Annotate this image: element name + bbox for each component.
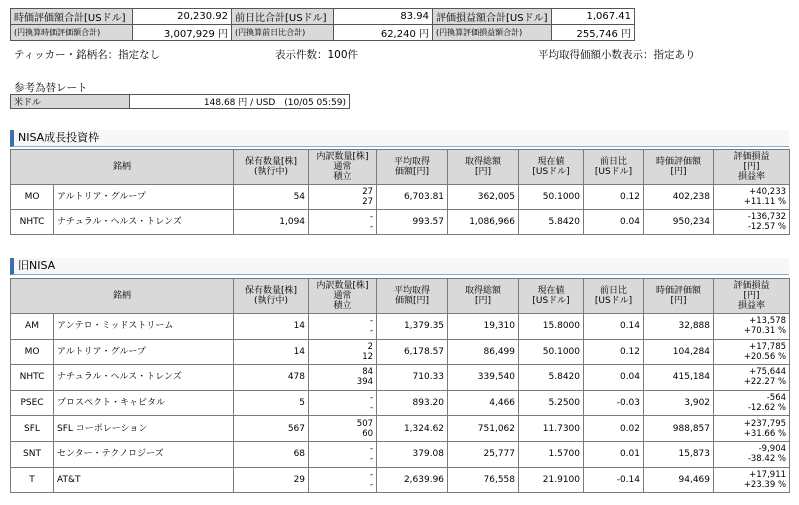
day-change-yen-label: (円換算前日比合計) — [232, 25, 334, 41]
fx-rate: 148.68 円 / USD (10/05 05:59) — [130, 95, 350, 109]
qty: 54 — [234, 185, 309, 210]
table-row — [11, 467, 790, 493]
ticker: MO — [11, 339, 54, 365]
change: 0.01 — [584, 441, 644, 467]
qty: 14 — [234, 314, 309, 340]
breakdown: 27 27 — [309, 185, 377, 210]
total-cost: 1,086,966 — [448, 210, 519, 235]
table-header — [11, 150, 790, 185]
pnl: -9,904 -38.42 % — [714, 441, 790, 467]
change: 0.12 — [584, 185, 644, 210]
qty: 14 — [234, 339, 309, 365]
breakdown: - - — [309, 441, 377, 467]
change: 0.04 — [584, 210, 644, 235]
market-value: 15,873 — [644, 441, 714, 467]
avg-cost: 710.33 — [377, 365, 448, 391]
fx-title: 参考為替レート — [14, 82, 88, 94]
section-nisa-growth: NISA成長投資枠 — [10, 130, 789, 147]
avg-cost: 1,324.62 — [377, 416, 448, 442]
stock-name: アルトリア・グループ — [54, 339, 234, 365]
table-row — [11, 185, 790, 210]
market-value: 32,888 — [644, 314, 714, 340]
price: 50.1000 — [519, 339, 584, 365]
avg-cost: 379.08 — [377, 441, 448, 467]
total-cost: 76,558 — [448, 467, 519, 493]
decimal-display: 平均取得価額小数表示：指定あり — [538, 49, 696, 61]
breakdown: 84 394 — [309, 365, 377, 391]
pnl: +40,233 +11.11 % — [714, 185, 790, 210]
col-price: 現在値 [USドル] — [519, 150, 584, 185]
qty: 29 — [234, 467, 309, 493]
price: 21.9100 — [519, 467, 584, 493]
col-cost: 取得総額 [円] — [448, 279, 519, 314]
col-qty: 保有数量[株] (執行中) — [234, 279, 309, 314]
change: 0.14 — [584, 314, 644, 340]
stock-name: SFL コーポレーション — [54, 416, 234, 442]
stock-name: アンテロ・ミッドストリーム — [54, 314, 234, 340]
table-row — [11, 314, 790, 340]
table-header — [11, 279, 790, 314]
summary-table — [10, 8, 635, 41]
col-avg: 平均取得 価額[円] — [377, 279, 448, 314]
breakdown: 507 60 — [309, 416, 377, 442]
table-row — [11, 390, 790, 416]
col-breakdown: 内訳数量[株] 通常 積立 — [309, 279, 377, 314]
change: -0.03 — [584, 390, 644, 416]
section-old-nisa: 旧NISA — [10, 258, 789, 275]
ticker: SNT — [11, 441, 54, 467]
day-change-label: 前日比合計[USドル] — [232, 9, 334, 25]
price: 5.2500 — [519, 390, 584, 416]
fx-table — [10, 94, 350, 109]
market-value: 415,184 — [644, 365, 714, 391]
col-pnl: 評価損益 [円] 損益率 — [714, 279, 790, 314]
ticker: MO — [11, 185, 54, 210]
nisa-growth-table — [10, 149, 790, 235]
qty: 5 — [234, 390, 309, 416]
col-change: 前日比 [USドル] — [584, 279, 644, 314]
stock-name: アルトリア・グループ — [54, 185, 234, 210]
summary-row-yen — [11, 25, 635, 41]
col-qty: 保有数量[株] (執行中) — [234, 150, 309, 185]
col-name: 銘柄 — [11, 150, 234, 185]
stock-name: AT&T — [54, 467, 234, 493]
avg-cost: 893.20 — [377, 390, 448, 416]
total-cost: 362,005 — [448, 185, 519, 210]
total-cost: 751,062 — [448, 416, 519, 442]
unrealized-yen-label: (円換算評価損益額合計) — [433, 25, 552, 41]
col-value: 時価評価額 [円] — [644, 279, 714, 314]
pnl: +13,578 +70.31 % — [714, 314, 790, 340]
col-cost: 取得総額 [円] — [448, 150, 519, 185]
ticker: NHTC — [11, 365, 54, 391]
price: 11.7300 — [519, 416, 584, 442]
col-breakdown: 内訳数量[株] 通常 積立 — [309, 150, 377, 185]
avg-cost: 6,178.57 — [377, 339, 448, 365]
qty: 68 — [234, 441, 309, 467]
total-cost: 19,310 — [448, 314, 519, 340]
pnl: -564 -12.62 % — [714, 390, 790, 416]
col-change: 前日比 [USドル] — [584, 150, 644, 185]
market-value: 402,238 — [644, 185, 714, 210]
pnl: +17,911 +23.39 % — [714, 467, 790, 493]
price: 5.8420 — [519, 365, 584, 391]
stock-name: ナチュラル・ヘルス・トレンズ — [54, 210, 234, 235]
col-value: 時価評価額 [円] — [644, 150, 714, 185]
avg-cost: 1,379.35 — [377, 314, 448, 340]
table-row — [11, 210, 790, 235]
stock-name: プロスペクト・キャピタル — [54, 390, 234, 416]
total-cost: 4,466 — [448, 390, 519, 416]
pnl: +237,795 +31.66 % — [714, 416, 790, 442]
qty: 478 — [234, 365, 309, 391]
day-change: 83.94 — [334, 9, 433, 25]
stock-name: ナチュラル・ヘルス・トレンズ — [54, 365, 234, 391]
avg-cost: 6,703.81 — [377, 185, 448, 210]
total-cost: 25,777 — [448, 441, 519, 467]
market-value: 104,284 — [644, 339, 714, 365]
market-value: 950,234 — [644, 210, 714, 235]
breakdown: - - — [309, 210, 377, 235]
table-row — [11, 441, 790, 467]
avg-cost: 2,639.96 — [377, 467, 448, 493]
summary-row-usd — [11, 9, 635, 25]
market-value: 3,902 — [644, 390, 714, 416]
price: 5.8420 — [519, 210, 584, 235]
market-value-yen: 3,007,929 円 — [133, 25, 232, 41]
display-count: 表示件数：100件 — [275, 49, 359, 61]
avg-cost: 993.57 — [377, 210, 448, 235]
col-pnl: 評価損益 [円] 損益率 — [714, 150, 790, 185]
market-value: 20,230.92 — [133, 9, 232, 25]
ticker-filter: ティッカー・銘柄名：指定なし — [14, 49, 161, 61]
ticker: T — [11, 467, 54, 493]
fx-currency: 米ドル — [11, 95, 130, 109]
breakdown: - - — [309, 467, 377, 493]
ticker: SFL — [11, 416, 54, 442]
breakdown: 2 12 — [309, 339, 377, 365]
breakdown: - - — [309, 390, 377, 416]
unrealized: 1,067.41 — [552, 9, 635, 25]
change: -0.14 — [584, 467, 644, 493]
unrealized-label: 評価損益額合計[USドル] — [433, 9, 552, 25]
market-value: 94,469 — [644, 467, 714, 493]
total-cost: 339,540 — [448, 365, 519, 391]
col-avg: 平均取得 価額[円] — [377, 150, 448, 185]
market-value: 988,857 — [644, 416, 714, 442]
price: 1.5700 — [519, 441, 584, 467]
table-row — [11, 365, 790, 391]
change: 0.12 — [584, 339, 644, 365]
table-row — [11, 416, 790, 442]
ticker: AM — [11, 314, 54, 340]
total-cost: 86,499 — [448, 339, 519, 365]
pnl: +75,644 +22.27 % — [714, 365, 790, 391]
unrealized-yen: 255,746 円 — [552, 25, 635, 41]
market-value-yen-label: (円換算時価評価額合計) — [11, 25, 133, 41]
market-value-label: 時価評価額合計[USドル] — [11, 9, 133, 25]
table-row — [11, 339, 790, 365]
change: 0.02 — [584, 416, 644, 442]
col-price: 現在値 [USドル] — [519, 279, 584, 314]
price: 50.1000 — [519, 185, 584, 210]
stock-name: センター・テクノロジーズ — [54, 441, 234, 467]
ticker: PSEC — [11, 390, 54, 416]
col-name: 銘柄 — [11, 279, 234, 314]
pnl: +17,785 +20.56 % — [714, 339, 790, 365]
price: 15.8000 — [519, 314, 584, 340]
change: 0.04 — [584, 365, 644, 391]
old-nisa-table — [10, 278, 790, 493]
breakdown: - - — [309, 314, 377, 340]
pnl: -136,732 -12.57 % — [714, 210, 790, 235]
ticker: NHTC — [11, 210, 54, 235]
day-change-yen: 62,240 円 — [334, 25, 433, 41]
qty: 567 — [234, 416, 309, 442]
qty: 1,094 — [234, 210, 309, 235]
